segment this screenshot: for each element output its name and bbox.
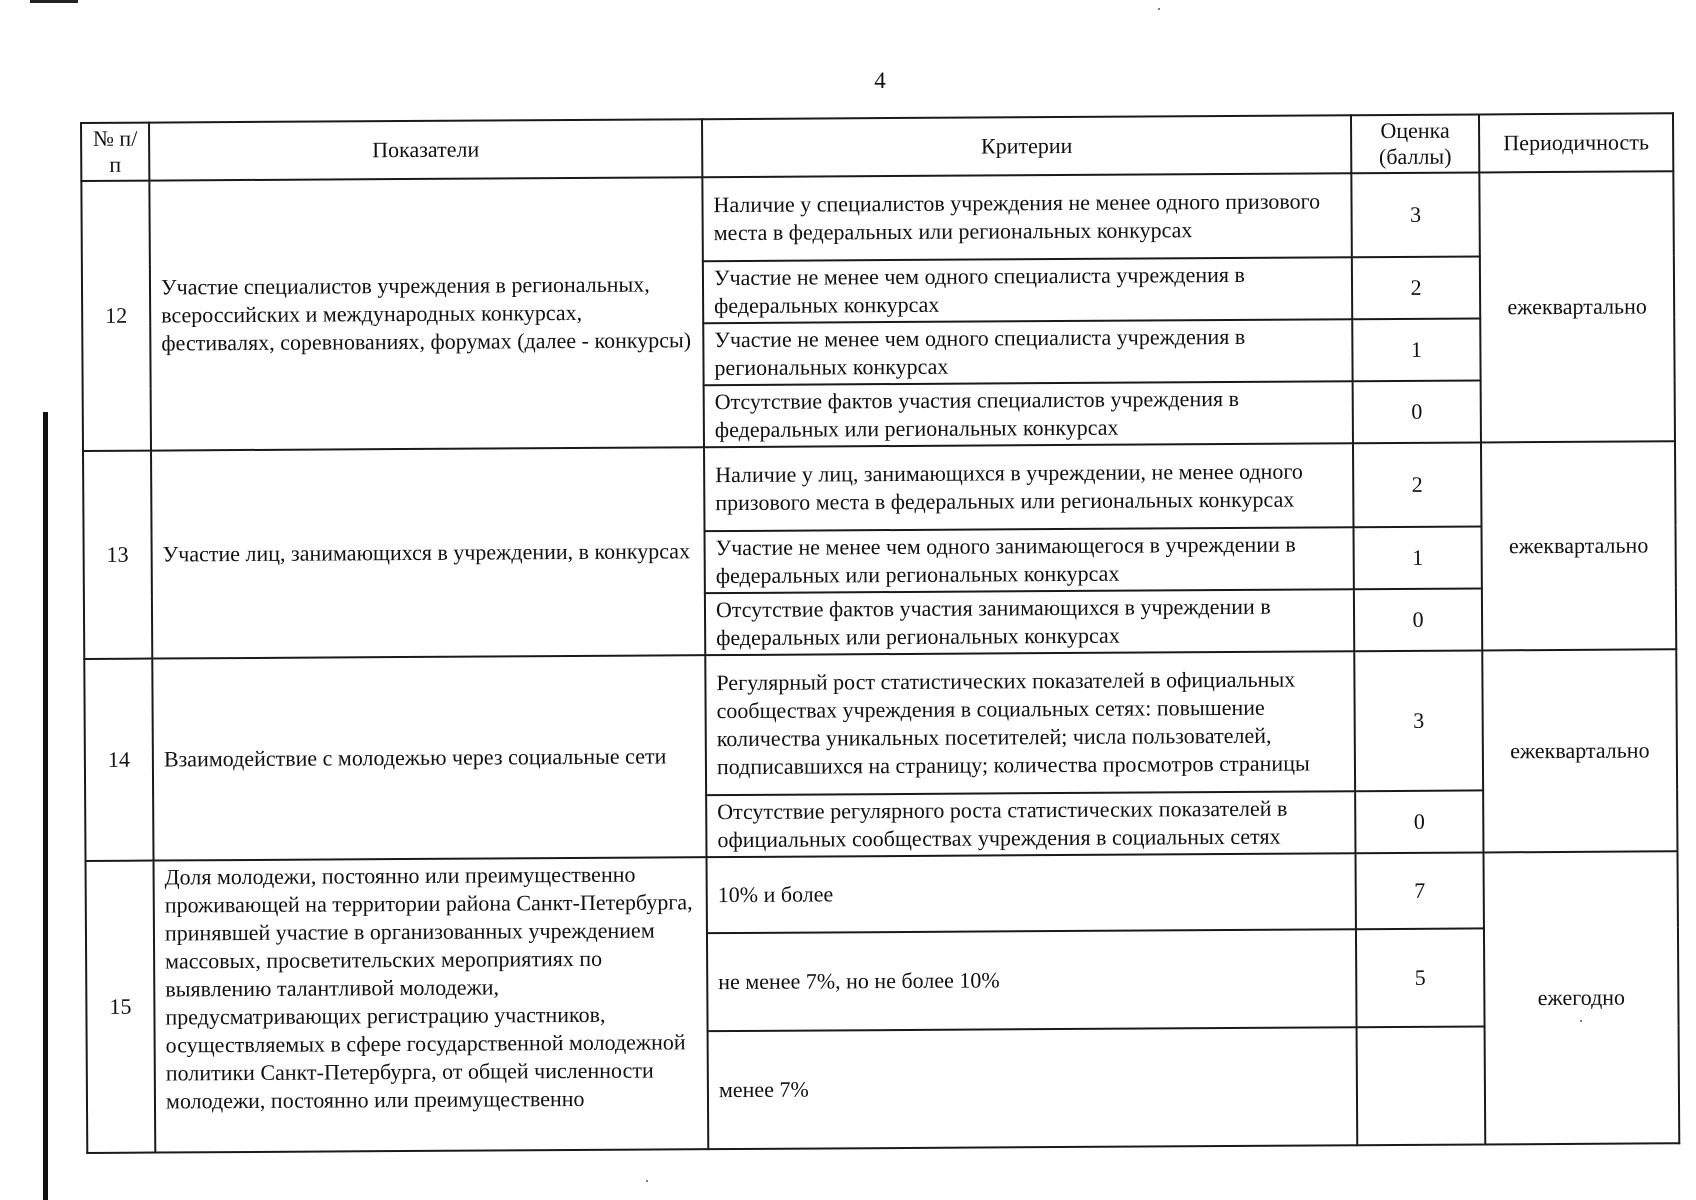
header-num: № п/п [81,123,149,181]
scan-dust [646,1180,648,1182]
row-number: 13 [83,451,152,659]
score-cell: 3 [1351,172,1480,257]
scan-mark-top [30,0,78,3]
scan-edge-bar [43,412,48,1200]
scan-dust [1158,8,1160,10]
indicator-cell: Участие лиц, занимающихся в учреждении, в конкурсах [151,447,705,658]
table-row [84,649,1677,799]
criterion-cell: менее 7% [708,1027,1358,1149]
header-indicators: Показатели [149,119,702,180]
periodicity-cell: ежегодно [1483,851,1679,1144]
table-row [83,441,1675,535]
header-criteria: Критерии [702,115,1351,177]
criterion-cell: 10% и более [707,853,1356,933]
periodicity-cell: ежеквартально [1482,649,1677,852]
page-number: 4 [874,68,886,93]
table-row [86,851,1678,937]
criterion-cell: Наличие у лиц, занимающихся в учреждении, не менее одного призового места в федеральных или региональных конкурсах [704,443,1354,531]
criterion-cell: Наличие у специалистов учреждения не менее одного призового места в федеральных или региональных конкурсах [702,173,1352,261]
score-cell: 1 [1353,526,1481,589]
table-row [81,171,1673,265]
criterion-cell: Участие не менее чем одного специалиста учреждения в региональных конкурсах [703,319,1352,385]
row-number: 14 [84,659,153,861]
row-number: 12 [81,181,151,451]
criterion-cell: Регулярный рост статистических показателей в официальных сообществах учреждения в социальных сетях: повышение количества уникальных посетителей; числа пользователей, подписавшихся на страницу; количества просмотров страницы [705,651,1355,795]
criterion-cell: Отсутствие фактов участия занимающихся в учреждении в федеральных или региональных конкурсах [705,589,1354,655]
row-number: 15 [86,861,156,1153]
score-cell: 2 [1353,442,1482,527]
score-cell: 0 [1355,790,1483,853]
criterion-cell: Отсутствие регулярного роста статистических показателей в официальных сообществах учреждения в социальных сетях [706,791,1355,857]
header-periodicity: Периодичность [1479,113,1673,172]
criterion-cell: Отсутствие фактов участия специалистов учреждения в федеральных или региональных конкурсах [704,381,1353,447]
indicator-cell: Взаимодействие с молодежью через социальные сети [152,655,706,860]
periodicity-cell: ежеквартально [1479,171,1675,442]
header-score: Оценка (баллы) [1351,114,1479,173]
periodicity-cell: ежеквартально [1481,441,1676,650]
score-cell: 0 [1353,380,1481,443]
score-cell: 7 [1355,852,1483,929]
criteria-table [80,112,1680,1154]
score-cell: 1 [1352,318,1480,381]
score-cell: 5 [1356,928,1485,1027]
indicator-cell: Доля молодежи, постоянно или преимущественно проживающей на территории района Санкт-Петербурга, принявшей участие в организованных учреждением массовых, просветительских мероприятиях по выявлению талантливой молодежи, предусматривающих регистрацию участников, осуществляемых в сфере государственной молодежной политики Санкт-Петербурга, от общей численности молодежи, постоянно или преимущественно [154,857,709,1152]
score-cell [1357,1026,1486,1145]
score-cell: 3 [1354,650,1483,791]
table-header-row [81,113,1673,181]
score-cell: 0 [1354,588,1482,651]
score-cell: 2 [1352,256,1480,319]
indicator-cell: Участие специалистов учреждения в региональных, всероссийских и международных конкурсах, фестивалях, соревнованиях, форумах (далее - конкурсы) [149,177,704,450]
criterion-cell: Участие не менее чем одного специалиста учреждения в федеральных конкурсах [703,257,1352,323]
criterion-cell: Участие не менее чем одного занимающегося в учреждении в федеральных или региональных конкурсах [705,527,1354,593]
criterion-cell: не менее 7%, но не более 10% [707,929,1357,1031]
